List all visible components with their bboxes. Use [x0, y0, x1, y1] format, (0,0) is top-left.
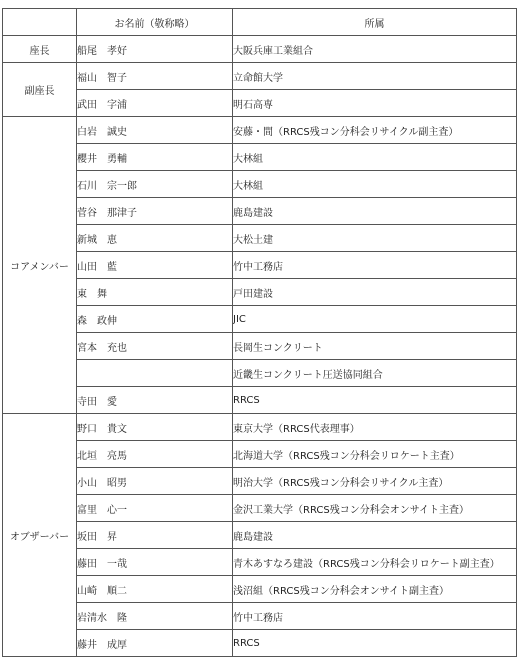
table-row: [3, 387, 517, 414]
affiliation-cell: 東京大学（RRCS代表理事）: [233, 414, 517, 441]
table-row: [3, 441, 517, 468]
affiliation-cell: 浅沼組（RRCS残コン分科会オンサイト副主査）: [233, 576, 517, 603]
table-row: [3, 279, 517, 306]
affiliation-cell: 安藤・間（RRCS残コン分科会リサイクル副主査）: [233, 117, 517, 144]
table-row: [3, 63, 517, 90]
name-cell: 宮本 充也: [77, 333, 233, 360]
name-cell: 船尾 孝好: [77, 36, 233, 63]
name-cell: 白岩 誠史: [77, 117, 233, 144]
affiliation-cell: 竹中工務店: [233, 603, 517, 630]
roster-body: [3, 36, 517, 657]
table-row: [3, 144, 517, 171]
table-row: [3, 414, 517, 441]
affiliation-cell: RRCS: [233, 630, 517, 657]
affiliation-cell: 近畿生コンクリート圧送協同組合: [233, 360, 517, 387]
affiliation-cell: 鹿島建設: [233, 522, 517, 549]
table-row: [3, 603, 517, 630]
affiliation-cell: 鹿島建設: [233, 198, 517, 225]
table-row: [3, 117, 517, 144]
name-cell: 武田 字浦: [77, 90, 233, 117]
table-row: [3, 360, 517, 387]
table-row: [3, 576, 517, 603]
name-cell: 坂田 昇: [77, 522, 233, 549]
name-cell: 山田 藍: [77, 252, 233, 279]
header-row: [3, 9, 517, 36]
affiliation-cell: RRCS: [233, 387, 517, 414]
affiliation-cell: 金沢工業大学（RRCS残コン分科会オンサイト主査）: [233, 495, 517, 522]
name-cell: 山崎 順二: [77, 576, 233, 603]
role-cell: コアメンバー: [3, 117, 77, 414]
name-cell: 櫻井 勇輔: [77, 144, 233, 171]
affiliation-cell: 大松土建: [233, 225, 517, 252]
affiliation-cell: 戸田建設: [233, 279, 517, 306]
table-row: [3, 198, 517, 225]
table-row: [3, 468, 517, 495]
table-row: [3, 630, 517, 657]
table-row: [3, 171, 517, 198]
role-cell: オブザーバー: [3, 414, 77, 657]
name-cell: 菅谷 那津子: [77, 198, 233, 225]
name-cell: 東 舞: [77, 279, 233, 306]
table-row: [3, 333, 517, 360]
table-row: [3, 495, 517, 522]
table-row: [3, 252, 517, 279]
table-row: [3, 306, 517, 333]
affiliation-cell: 長岡生コンクリート: [233, 333, 517, 360]
header-name-cell: お名前（敬称略）: [77, 9, 233, 36]
table-row: [3, 36, 517, 63]
affiliation-cell: 明治大学（RRCS残コン分科会リサイクル主査）: [233, 468, 517, 495]
name-cell: 新城 恵: [77, 225, 233, 252]
table-row: [3, 225, 517, 252]
name-cell: 森 政伸: [77, 306, 233, 333]
affiliation-cell: 竹中工務店: [233, 252, 517, 279]
name-cell: 北垣 亮馬: [77, 441, 233, 468]
name-cell: 小山 昭男: [77, 468, 233, 495]
table-row: [3, 522, 517, 549]
name-cell: 福山 智子: [77, 63, 233, 90]
name-cell: 野口 貴文: [77, 414, 233, 441]
affiliation-cell: 大阪兵庫工業組合: [233, 36, 517, 63]
affiliation-cell: 大林組: [233, 171, 517, 198]
name-cell: 藤井 成厚: [77, 630, 233, 657]
role-cell: 座長: [3, 36, 77, 63]
name-cell: 寺田 愛: [77, 387, 233, 414]
name-cell: 岩清水 隆: [77, 603, 233, 630]
affiliation-cell: 立命館大学: [233, 63, 517, 90]
name-cell: 藤田 一哉: [77, 549, 233, 576]
affiliation-cell: 北海道大学（RRCS残コン分科会リロケート主査）: [233, 441, 517, 468]
affiliation-cell: JIC: [233, 306, 517, 333]
name-cell: 富里 心一: [77, 495, 233, 522]
affiliation-cell: 明石高専: [233, 90, 517, 117]
table-row: [3, 90, 517, 117]
name-cell: 石川 宗一郎: [77, 171, 233, 198]
member-roster-table: [2, 8, 517, 657]
affiliation-cell: 大林組: [233, 144, 517, 171]
affiliation-cell: 青木あすなろ建設（RRCS残コン分科会リロケート副主査）: [233, 549, 517, 576]
table-row: [3, 549, 517, 576]
header-affiliation-cell: 所属: [233, 9, 517, 36]
role-cell: 副座長: [3, 63, 77, 117]
name-cell: [77, 360, 233, 387]
header-role-cell: [3, 9, 77, 36]
